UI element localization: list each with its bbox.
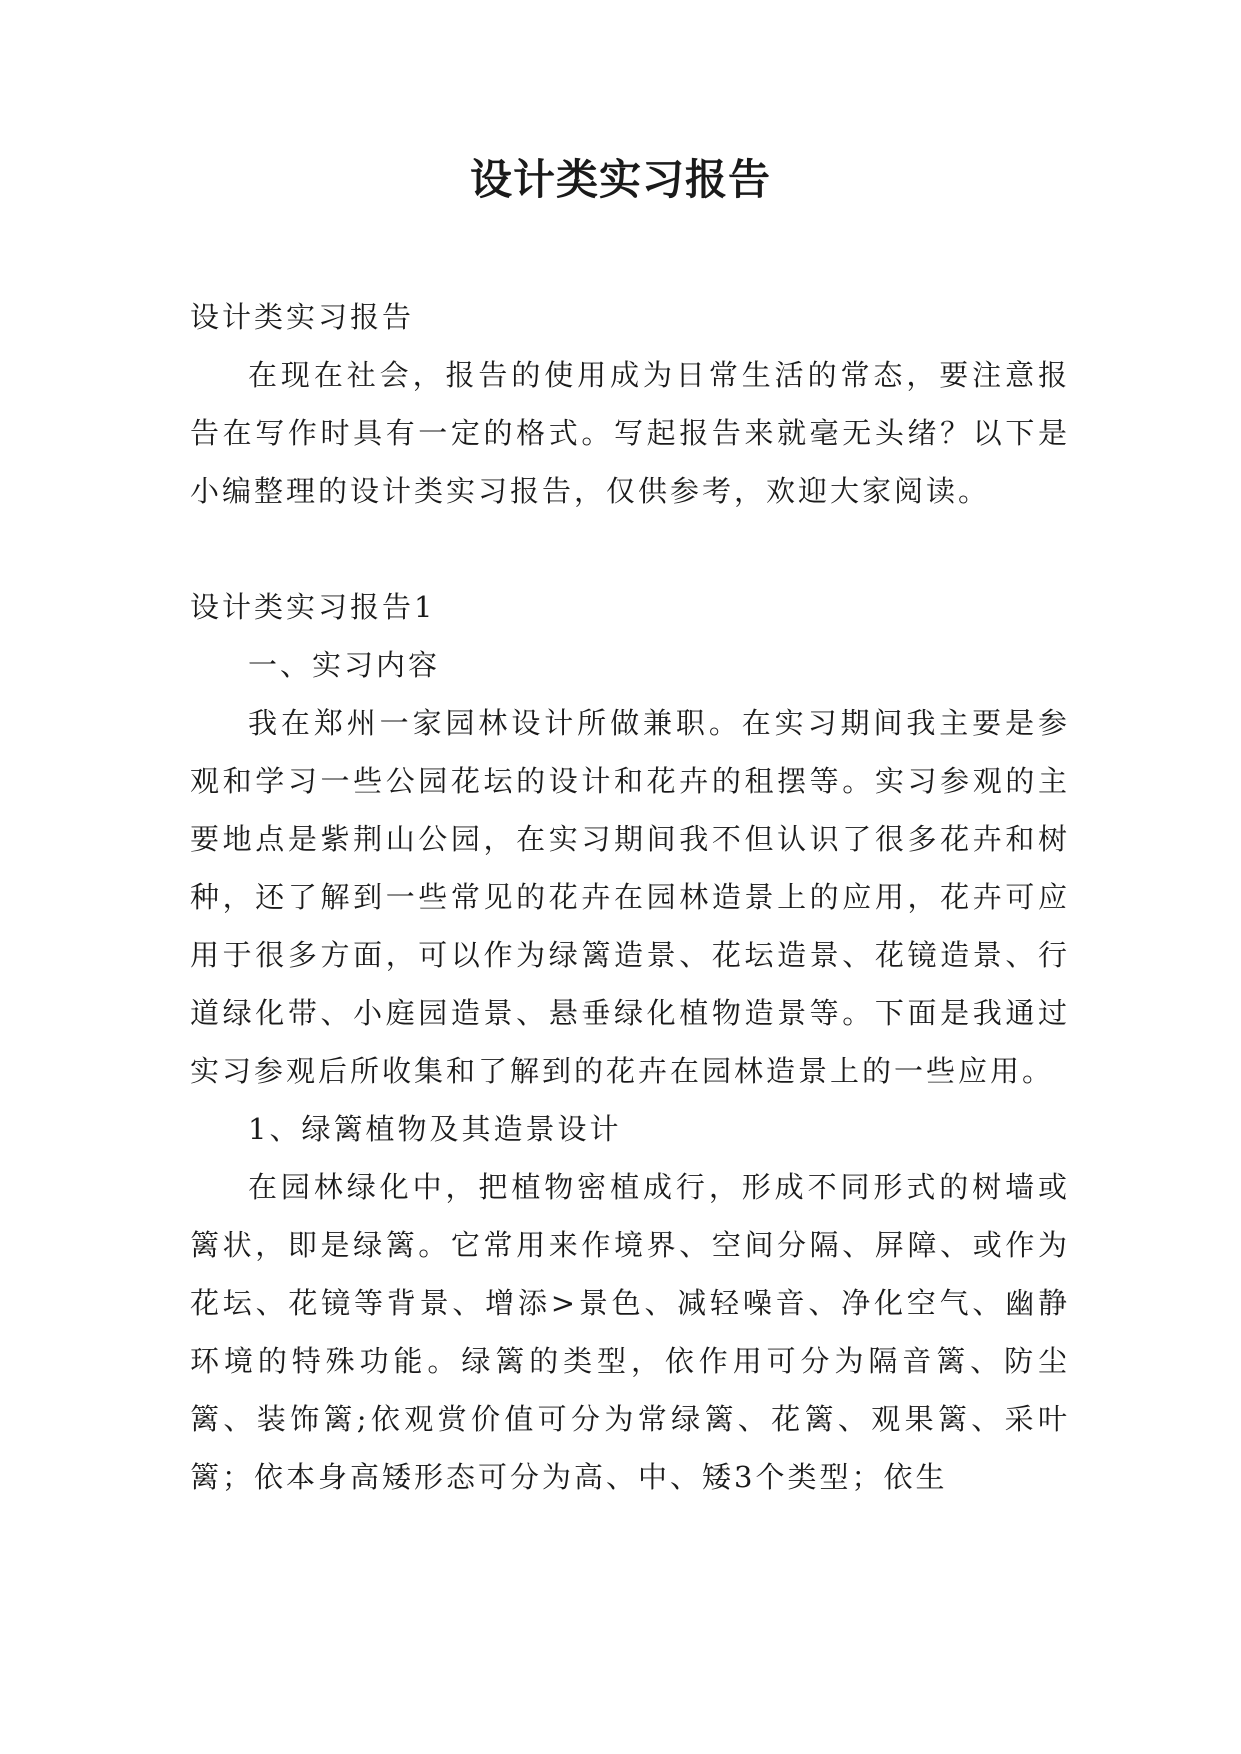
paragraph-hedge-design: 在园林绿化中，把植物密植成行，形成不同形式的树墙或篱状，即是绿篱。它常用来作境界、空间分隔、屏障、或作为花坛、花镜等背景、增添>景色、减轻噪音、净化空气、幽静环境的特殊功能。绿篱的类型，依作用可分为隔音篱、防尘篱、装饰篱;依观赏价值可分为常绿篱、花篱、观果篱、采叶篱；依本身高矮形态可分为高、中、矮3个类型；依生 (190, 1170, 1070, 1494)
paragraph-internship-content: 我在郑州一家园林设计所做兼职。在实习期间我主要是参观和学习一些公园花坛的设计和花卉的租摆等。实习参观的主要地点是紫荆山公园，在实习期间我不但认识了很多花卉和树种，还了解到一些常见的花卉在园林造景上的应用，花卉可应用于很多方面，可以作为绿篱造景、花坛造景、花镜造景、行道绿化带、小庭园造景、悬垂绿化植物造景等。下面是我通过实习参观后所收集和了解到的花卉在园林造景上的一些应用。 (190, 706, 1070, 1088)
section-heading: 设计类实习报告1 (190, 590, 436, 624)
document-body (190, 288, 1070, 1506)
subtitle: 设计类实习报告 (190, 300, 415, 334)
paragraph-gap (190, 520, 1070, 578)
intro-paragraph: 在现在社会，报告的使用成为日常生活的常态，要注意报告在写作时具有一定的格式。写起报告来就毫无头绪？以下是小编整理的设计类实习报告，仅供参考，欢迎大家阅读。 (190, 358, 1070, 508)
item-heading: 1、绿篱植物及其造景设计 (248, 1112, 622, 1146)
document-title: 设计类实习报告 (469, 155, 771, 204)
sub-heading: 一、实习内容 (248, 648, 441, 682)
